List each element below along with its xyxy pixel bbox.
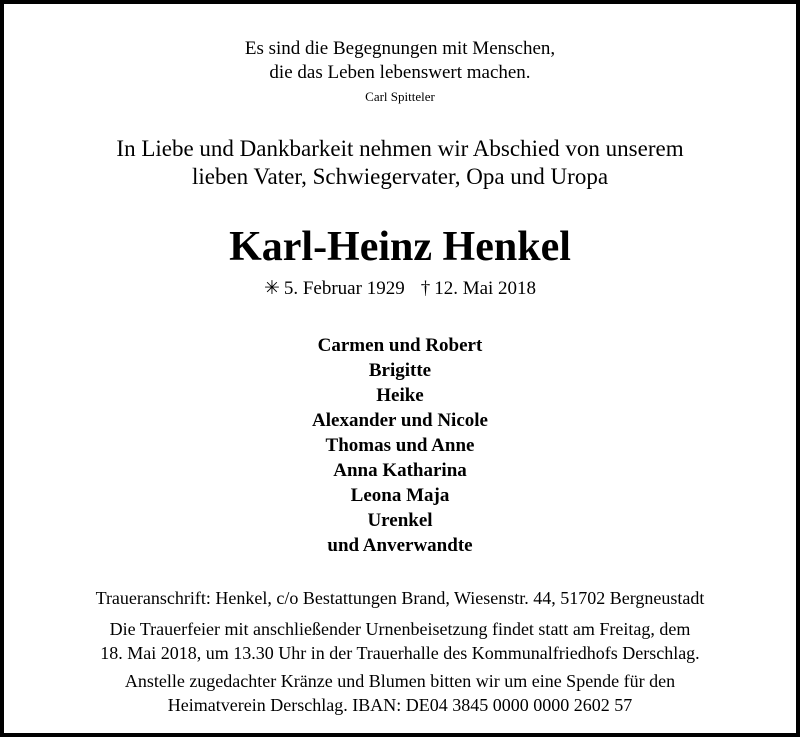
birth-date: 5. Februar 1929 <box>283 278 405 299</box>
donation-line-1: Anstelle zugedachter Kränze und Blumen bitten wir um eine Spende für den <box>124 671 676 691</box>
birth-star-icon: ✳ <box>263 278 280 299</box>
ceremony-line-1: Die Trauerfeier mit anschließender Urnenbeisetzung findet statt am Freitag, dem <box>109 619 691 639</box>
mourner-line: Anna Katharina <box>333 460 467 481</box>
donation-line-2: Heimatverein Derschlag. IBAN: DE04 3845 0000 0000 2602 57 <box>167 695 633 715</box>
quote-line-1: Es sind die Begegnungen mit Menschen, <box>244 38 556 59</box>
death-date: 12. Mai 2018 <box>434 278 537 299</box>
mourner-line: Urenkel <box>367 510 433 531</box>
mourning-address: Traueranschrift: Henkel, c/o Bestattungen Brand, Wiesenstr. 44, 51702 Bergneustadt <box>95 588 705 608</box>
mourner-line: Alexander und Nicole <box>312 410 488 431</box>
mourner-line: Carmen und Robert <box>317 335 483 356</box>
deceased-name: Karl-Heinz Henkel <box>229 224 571 270</box>
mourner-line: Thomas und Anne <box>325 435 475 456</box>
ceremony-line-2: 18. Mai 2018, um 13.30 Uhr in der Trauerhalle des Kommunalfriedhofs Derschlag. <box>100 643 700 663</box>
mourner-line: Leona Maja <box>350 485 450 506</box>
death-cross-icon: † <box>420 278 431 299</box>
intro-line-1: In Liebe und Dankbarkeit nehmen wir Abschied von unserem <box>116 136 684 161</box>
quote-author: Carl Spitteler <box>365 89 435 104</box>
mourner-line: Heike <box>376 385 424 406</box>
life-dates <box>12 279 788 298</box>
mourner-line: Brigitte <box>368 360 432 381</box>
mourner-line: und Anverwandte <box>327 535 473 556</box>
quote-line-2: die das Leben lebenswert machen. <box>269 62 531 83</box>
intro-line-2: lieben Vater, Schwiegervater, Opa und Uropa <box>191 164 609 189</box>
